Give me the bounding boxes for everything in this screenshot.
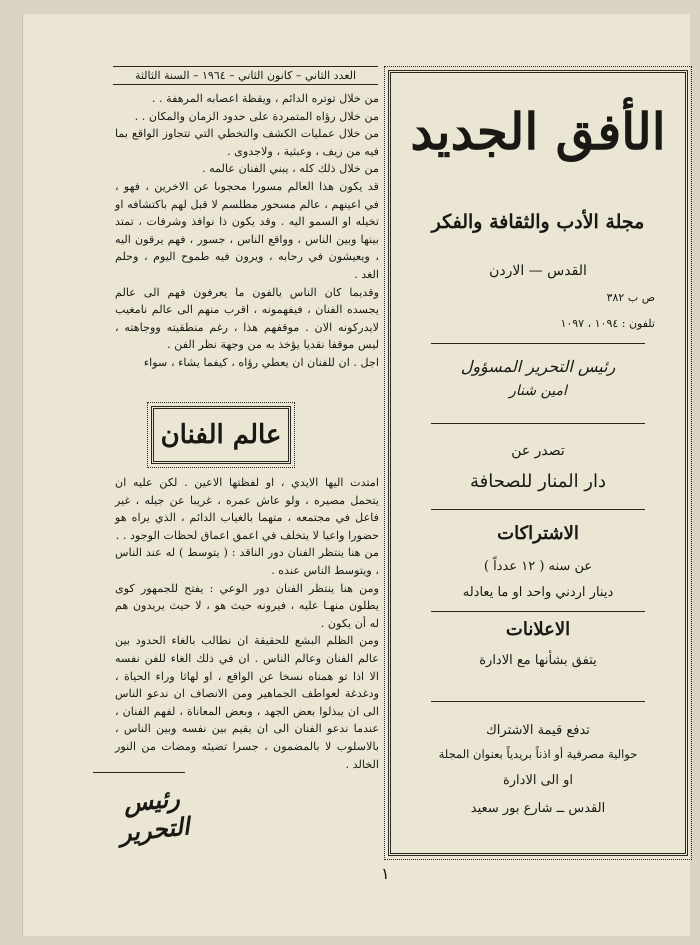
- article-title: عالم الفنان: [151, 406, 291, 464]
- payment-line-3: او الى الادارة: [502, 773, 574, 788]
- article-paragraph: قد يكون هذا العالم مسورا محجوبا عن الاخرين ، فهو ، في اعينهم ، عالم مسحور مطلسم لا قبل لهم باكتشافه او تخيله او السمو اليه . وقد يكون ذا نوافذ وشرفات ، تمتد بينها وبين الناس ، وواقع الناس ، جسور ، فهم يرقون اليه ، ويعيشون في رحابه ، ويرون فيه طموح اليوم ، وحلم الغد .: [115, 179, 379, 281]
- publisher-label: تصدر عن: [511, 443, 565, 459]
- article-paragraph: من خلال توتره الدائم ، ويقظة اعصابه المرهفة . .: [151, 92, 379, 105]
- article-paragraph: ومن هنا ينتظر الفنان دور الوعي : يفتح للجمهور كوى يطلون منهـا عليه ، فيرونه حيث هو ، لا حيث يريدون هم له أن يكون .: [115, 581, 379, 630]
- article-body-bottom: [115, 474, 379, 773]
- magazine-title: الأفق الجديد: [410, 102, 666, 161]
- subscriptions-heading: الاشتراكات: [497, 523, 579, 544]
- divider: [431, 509, 645, 510]
- issue-header: العدد الثاني – كانون الثاني – ١٩٦٤ – السنة الثالثة: [113, 66, 378, 85]
- city-line: القدس — الاردن: [489, 263, 587, 279]
- editor-signature: امين شنار: [509, 383, 567, 399]
- divider: [431, 423, 645, 424]
- article-signature: رئيس التحرير: [118, 783, 191, 848]
- payment-line-2: حوالية مصرفية أو اذناً بريدياً بعنوان المجلة: [438, 747, 638, 761]
- phone-numbers: تلفون : ١٠٩٤ ، ١٠٩٧: [560, 317, 655, 330]
- article-paragraph: من خلال ذلك كله ، يبني الفنان عالمه .: [201, 162, 379, 176]
- article-paragraph: من خلال رؤاه المتمردة على حدود الزمان والمكان . .: [134, 109, 379, 123]
- ads-heading: الاعلانات: [505, 619, 571, 640]
- publisher-name: دار المنار للصحافة: [469, 471, 607, 492]
- divider: [431, 701, 645, 702]
- article-paragraph: امتدت اليها الايدي ، او لفظتها الاعين . لكن عليه ان يتحمل مصيره ، ولو عاش عمره ، غريبا عن جيله ، غير فاعل في مجتمعه ، متهما بالغياب الدائم ، الذي يراه هو حضورا واعيا لا يتخلف في اعمق اعماق لحظات الوجود . .: [115, 476, 379, 542]
- payment-line-1: تدفع قيمة الاشتراك: [486, 723, 590, 738]
- article-paragraph: من خلال عمليات الكشف والتخطي التي تتجاوز الواقع بما فيه من زيف ، وعبثية ، ولاجدوى .: [115, 127, 379, 158]
- payment-line-4: القدس ــ شارع بور سعيد: [470, 801, 606, 816]
- signature-rule: [93, 772, 185, 773]
- divider: [431, 343, 645, 344]
- page-number: ١: [381, 864, 390, 883]
- article-paragraph: ومن الظلم البشع للحقيقة ان نطالب بالغاء الحدود بين عالم الفنان وعالم الناس . ان في ذلك الغاء للفن نفسه الا اذا تو همناه نسخا عن الواقع ، او لهاثا وراء الحياة ، ودغدغة لعواطف الجماهير ومن الانصاف ان ندعو الناس الى ان يبذلوا بعض الجهد ، وبعض المعاناة ، لفهم الفنان ، عندما ندعو الفنان الى ان يقيم بين نفسه وبين الناس ، بالاسلوب لا بالمضمون ، جسرا تضيئه ومضات من النور الخالد .: [115, 634, 379, 771]
- article-paragraph: اجل . ان للفنان ان يعطي رؤاه ، كيفما يشاء ، سواء: [143, 355, 379, 369]
- subscription-price: دينار اردني واحد او ما يعادله: [462, 585, 614, 600]
- article-paragraph: من هنا ينتظر الفنان دور الناقد : ( يتوسط ) له عند الناس ، ويتوسط الناس عنده .: [115, 546, 379, 577]
- article-body-top: [115, 90, 379, 372]
- magazine-page: [22, 14, 690, 936]
- ads-text: يتفق بشأنها مع الادارة: [479, 653, 597, 668]
- editor-label: رئيس التحرير المسؤول: [460, 357, 616, 376]
- po-box: ص ب ٣٨٢: [606, 291, 655, 304]
- masthead-frame: [388, 70, 688, 856]
- article-paragraph: وقديما كان الناس يالفون ما يعرفون فهم الى عالم يجسده الفنان ، فيفهمونه ، اقرب منهم الى عالم نامغيب لايدركونه الان . موقفهم هذا ، رغم منطقيته ووجاهته ، ليس موقفا نقديا يؤخذ به من وجهة نظر الفن .: [115, 285, 379, 352]
- magazine-subtitle: مجلة الأدب والثقافة والفكر: [431, 211, 645, 233]
- divider: [431, 611, 645, 612]
- subscription-period: عن سنه ( ١٢ عدداً ): [483, 559, 593, 574]
